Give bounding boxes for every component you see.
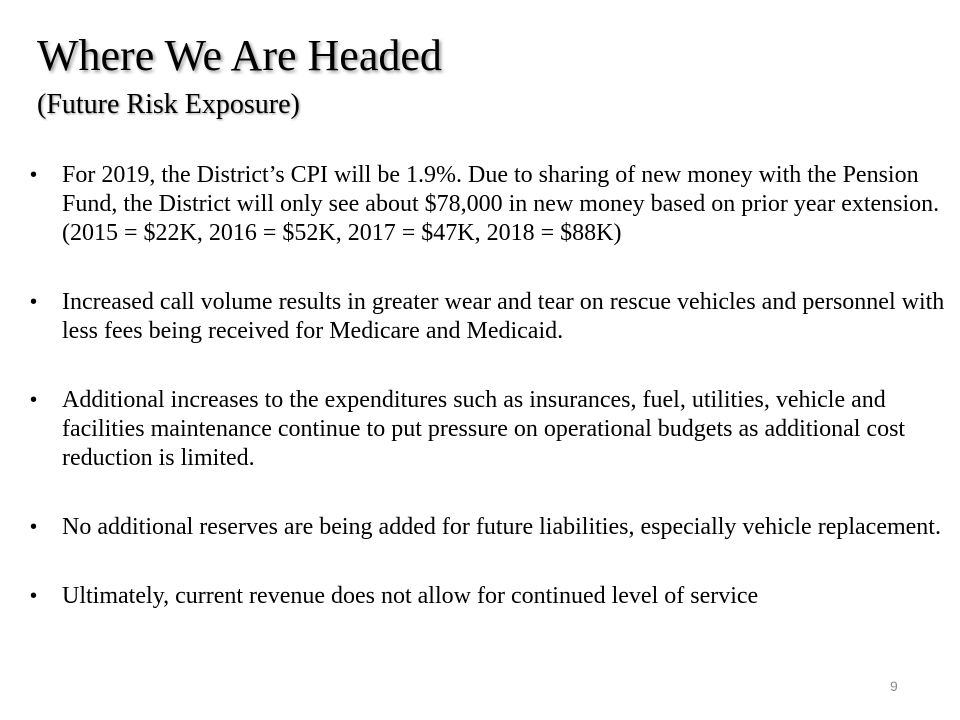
bullet-icon: • [30, 516, 38, 538]
bullet-icon: • [30, 164, 38, 186]
bullet-text: Ultimately, current revenue does not allow for continued level of service [62, 583, 759, 609]
page-number: 9 [890, 678, 898, 694]
bullet-item-cpi [30, 161, 945, 248]
bullet-item-revenue [30, 582, 945, 611]
bullet-list [30, 161, 945, 611]
bullet-text: Additional increases to the expenditures such as insurances, fuel, utilities, vehicle and facilities maintenance continue to put pressure on operational budgets as additional cost reduction is limited. [62, 387, 906, 471]
slide-title: Where We Are Headed [37, 31, 442, 80]
bullet-icon: • [30, 585, 38, 607]
bullet-text: For 2019, the District’s CPI will be 1.9%. Due to sharing of new money with the Pension Fund, the District will only see about $78,000 in new money based on prior year extension. (2015 = $22K, 2016 = $52K, 2017 = $47K, 2018 = $88K) [62, 162, 940, 246]
bullet-icon: • [30, 389, 38, 411]
slide-subtitle: (Future Risk Exposure) [37, 89, 300, 120]
bullet-item-call-volume [30, 288, 945, 346]
bullet-text: No additional reserves are being added for future liabilities, especially vehicle replacement. [62, 514, 941, 540]
bullet-icon: • [30, 291, 38, 313]
bullet-text: Increased call volume results in greater wear and tear on rescue vehicles and personnel with less fees being received for Medicare and Medicaid. [62, 289, 945, 344]
bullet-item-reserves [30, 513, 945, 542]
bullet-item-expenditures [30, 386, 945, 473]
